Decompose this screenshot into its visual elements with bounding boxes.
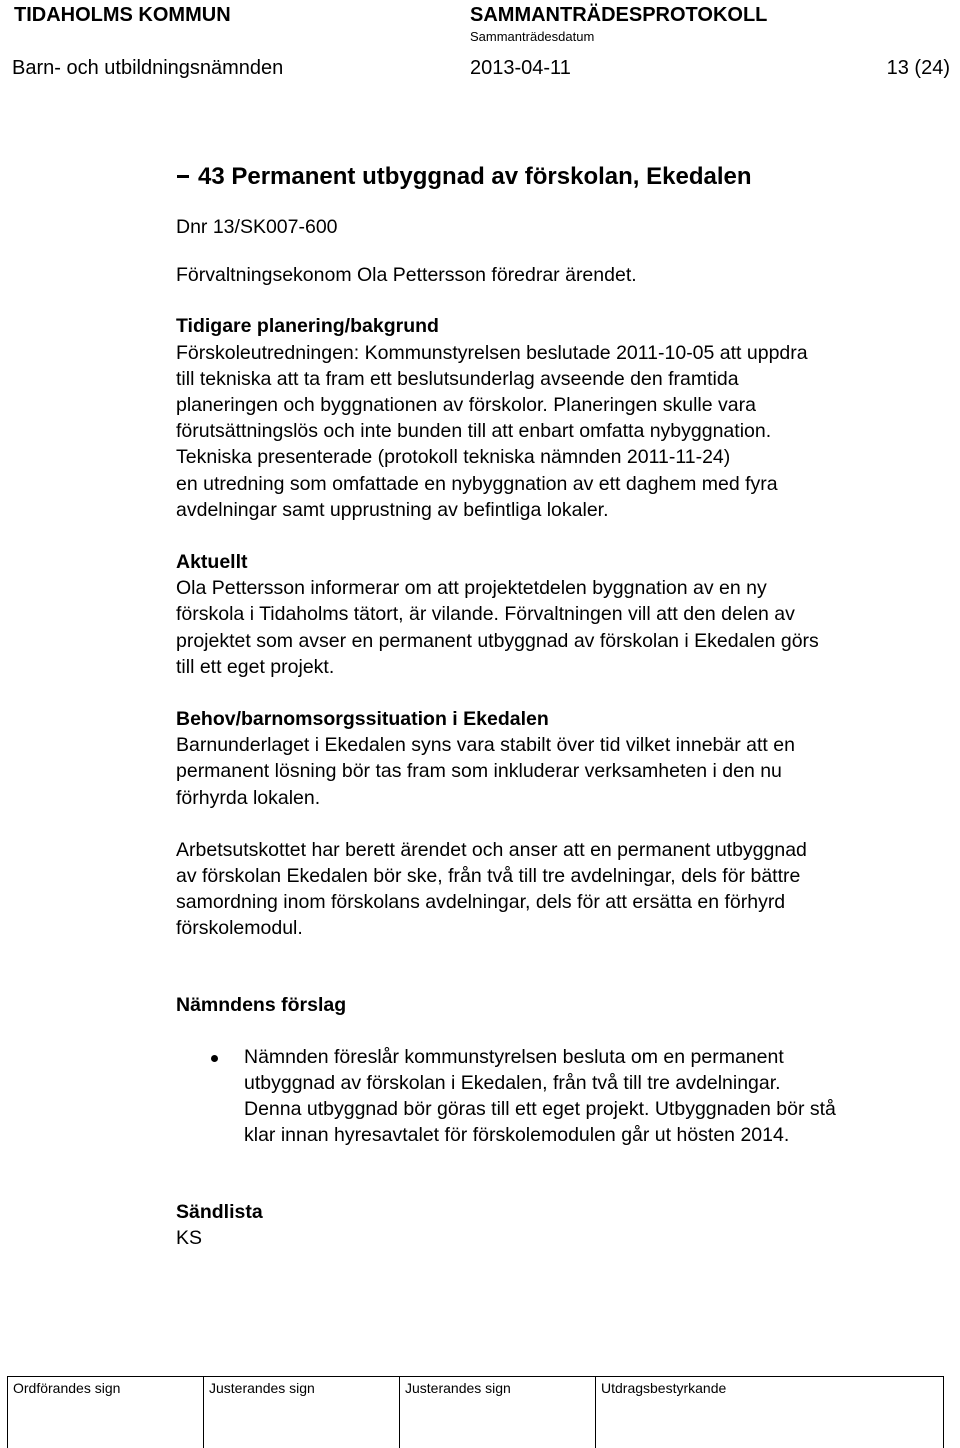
signature-cell-chair [8, 1377, 204, 1448]
section-title-text: 43 Permanent utbyggnad av förskolan, Ekedalen [198, 163, 752, 190]
paragraph-line: Förskoleutredningen: Kommunstyrelsen beslutade 2011-10-05 att uppdra [176, 341, 808, 364]
paragraph-line: förskolemodul. [176, 917, 303, 940]
proposal-heading: Nämndens förslag [176, 993, 347, 1016]
signature-label: Utdragsbestyrkande [601, 1380, 727, 1396]
distribution-heading: Sändlista [176, 1200, 263, 1223]
paragraph-line: planeringen och byggnationen av förskolor. Planeringen skulle vara [176, 394, 756, 417]
paragraph-line: förutsättningslös och inte bunden till att enbart omfatta nybyggnation. [176, 420, 772, 443]
signature-cell-adjuster-1 [204, 1377, 400, 1448]
organization-name: TIDAHOLMS KOMMUN [14, 4, 231, 26]
diary-number: Dnr 13/SK007-600 [176, 216, 338, 238]
paragraph-line: förhyrda lokalen. [176, 786, 321, 809]
paragraph-line: projektet som avser en permanent utbyggnad av förskolan i Ekedalen görs [176, 629, 819, 652]
paragraph-line: avdelningar samt upprustning av befintliga lokaler. [176, 498, 609, 521]
background-heading: Tidigare planering/bakgrund [176, 315, 439, 338]
paragraph-line: en utredning som omfattade en nybyggnation av ett daghem med fyra [176, 472, 778, 495]
bullet-icon [211, 1055, 218, 1062]
signature-cell-certification [596, 1377, 944, 1448]
signature-table [7, 1376, 944, 1448]
bullet-line: klar innan hyresavtalet för förskolemodulen går ut hösten 2014. [244, 1124, 790, 1147]
section-title [176, 157, 936, 197]
paragraph-line: Arbetsutskottet har berett ärendet och anser att en permanent utbyggnad [176, 838, 807, 861]
document-body [176, 157, 936, 1251]
distribution-recipients: KS [176, 1226, 203, 1249]
paragraph-line: Ola Pettersson informerar om att projektetdelen byggnation av en ny [176, 577, 767, 600]
signature-label: Justerandes sign [209, 1380, 315, 1396]
paragraph-line: till ett eget projekt. [176, 655, 335, 678]
paragraph-line: till tekniska att ta fram ett beslutsunderlag avseende den framtida [176, 367, 739, 390]
paragraph-line: Tekniska presenterade (protokoll tekniska nämnden 2011-11-24) [176, 446, 731, 469]
needs-paragraph [176, 732, 936, 811]
document-type: SAMMANTRÄDESPROTOKOLL [470, 4, 768, 26]
paragraph-line: förskola i Tidaholms tätort, är vilande. Förvaltningen vill att den delen av [176, 603, 795, 626]
current-paragraph [176, 575, 936, 680]
paragraph-line: samordning inom förskolans avdelningar, dels för att ersätta en förhyrd [176, 891, 786, 914]
committee-paragraph [176, 837, 936, 942]
background-paragraph [176, 340, 936, 523]
date-label: Sammanträdesdatum [470, 29, 595, 44]
presenter-line: Förvaltningsekonom Ola Pettersson föredrar ärendet. [176, 264, 637, 287]
needs-heading: Behov/barnomsorgssituation i Ekedalen [176, 708, 549, 731]
signature-label: Justerandes sign [405, 1380, 511, 1396]
current-heading: Aktuellt [176, 551, 248, 574]
signature-cell-adjuster-2 [400, 1377, 596, 1448]
section-mark [177, 175, 189, 178]
bullet-line: Nämnden föreslår kommunstyrelsen besluta om en permanent [244, 1045, 784, 1068]
bullet-line: Denna utbyggnad bör göras till ett eget projekt. Utbyggnaden bör stå [244, 1098, 836, 1121]
meeting-date: 2013-04-11 [470, 57, 571, 79]
paragraph-line: Barnunderlaget i Ekedalen syns vara stabilt över tid vilket innebär att en [176, 734, 795, 757]
page-number: 13 (24) [886, 57, 950, 79]
bullet-line: utbyggnad av förskolan i Ekedalen, från två till tre avdelningar. [244, 1072, 781, 1095]
paragraph-line: av förskolan Ekedalen bör ske, från två till tre avdelningar, dels för bättre [176, 865, 801, 888]
signature-label: Ordförandes sign [13, 1380, 121, 1396]
paragraph-line: permanent lösning bör tas fram som inkluderar verksamheten i den nu [176, 760, 782, 783]
board-name: Barn- och utbildningsnämnden [12, 57, 284, 79]
proposal-bullet [0, 1044, 936, 1149]
